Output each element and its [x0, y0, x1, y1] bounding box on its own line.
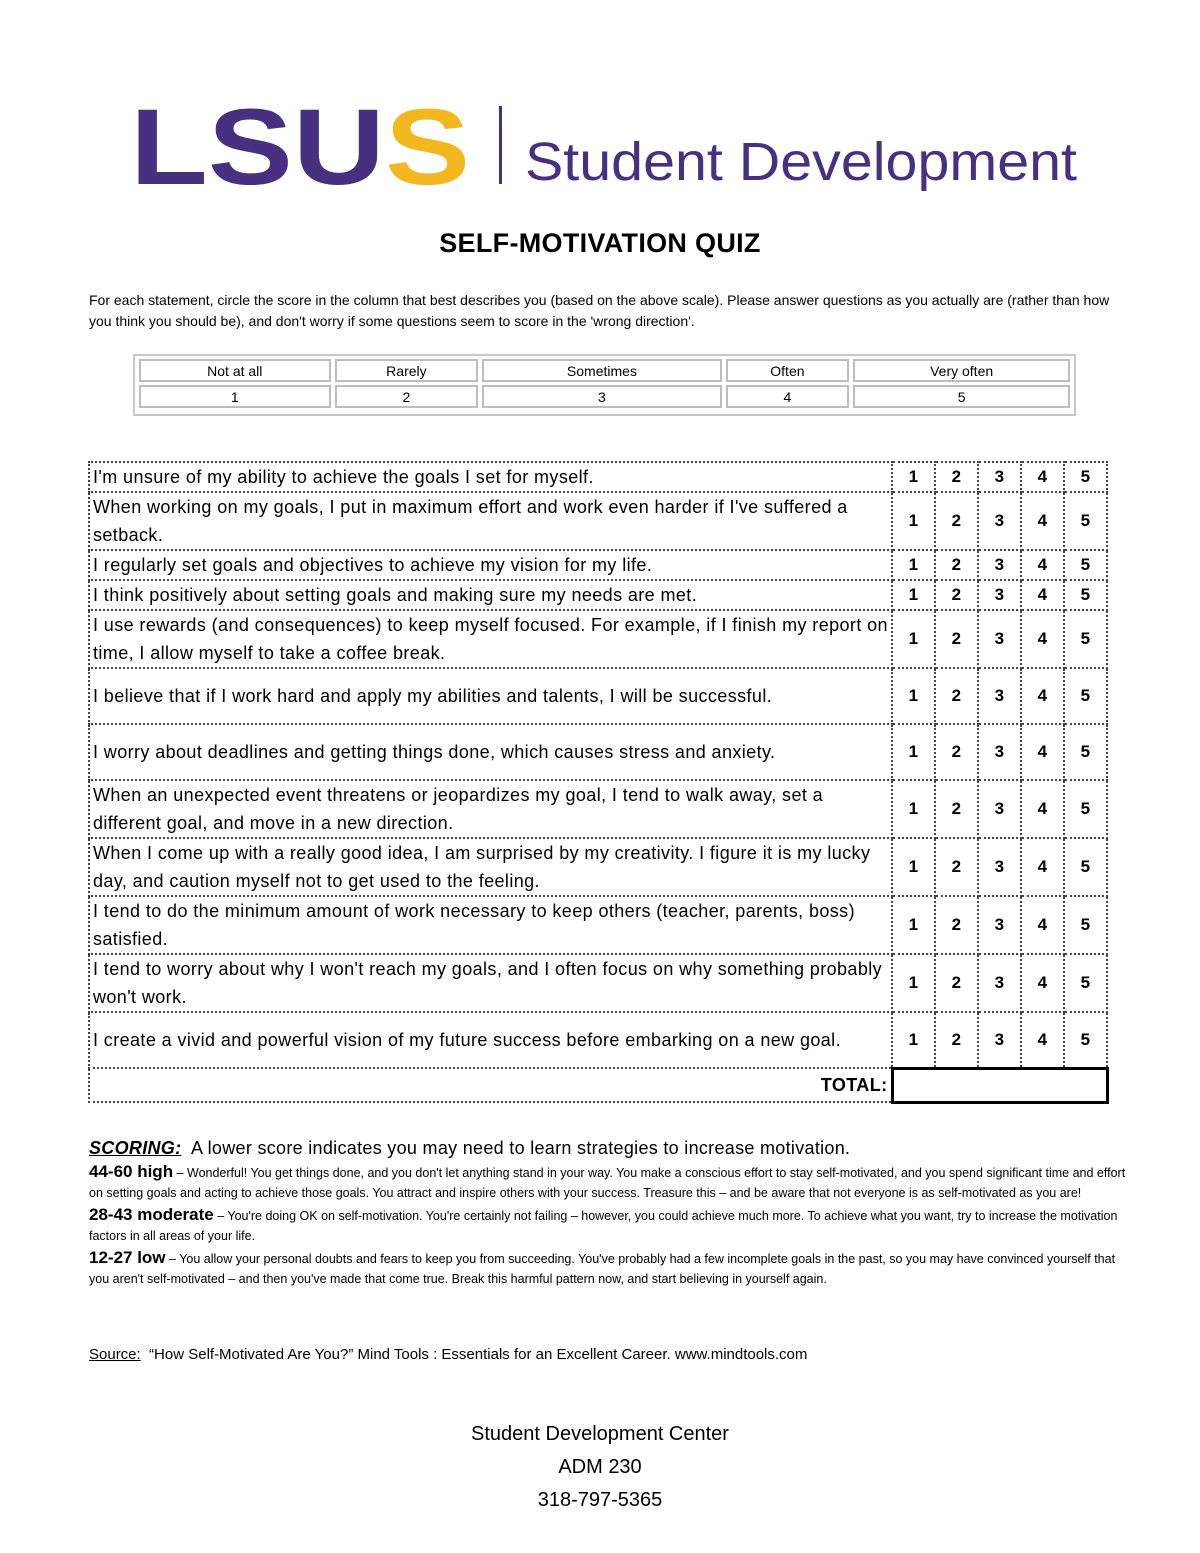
score-option-2[interactable]: 2 — [935, 724, 978, 780]
quiz-row — [89, 780, 1107, 838]
quiz-statement: I use rewards (and consequences) to keep myself focused. For example, if I finish my report on time, I allow myself to take a coffee break. — [89, 610, 892, 668]
score-option-1[interactable]: 1 — [892, 954, 935, 1012]
scale-label: Not at all — [139, 359, 331, 382]
score-option-1[interactable]: 1 — [892, 838, 935, 896]
score-option-4[interactable]: 4 — [1021, 954, 1064, 1012]
scale-value: 5 — [853, 385, 1070, 408]
total-row — [89, 1068, 1107, 1102]
score-option-2[interactable]: 2 — [935, 580, 978, 610]
rating-scale-table — [135, 356, 1074, 411]
instructions: For each statement, circle the score in the column that best describes you (based on the above scale). Please answer questions as you actually are (rather than how you think you should be), and don't worry if some questions seem to score in the 'wrong direction'. — [89, 292, 1110, 329]
footer-phone: 318-797-5365 — [537, 1489, 663, 1511]
score-option-3[interactable]: 3 — [978, 1012, 1021, 1068]
scoring-section — [89, 1138, 1129, 1291]
score-option-2[interactable]: 2 — [935, 668, 978, 724]
quiz-statement: I believe that if I work hard and apply my abilities and talents, I will be successful. — [89, 668, 892, 724]
score-option-1[interactable]: 1 — [892, 492, 935, 550]
quiz-statement: When an unexpected event threatens or jeopardizes my goal, I tend to walk away, set a different goal, and move in a new direction. — [89, 780, 892, 838]
rating-scale — [133, 354, 1076, 416]
score-option-4[interactable]: 4 — [1021, 580, 1064, 610]
score-option-1[interactable]: 1 — [892, 610, 935, 668]
scoring-level-high: 44-60 high – Wonderful! You get things done, and you don't let anything stand in your way. You make a conscious effort to stay self-motivated, and you spend significant time and effort on setting goals and acting to achieve those goals. You attract and inspire others with your success. Treasure this – and be aware that not everyone is as self-motivated as you are! — [89, 1162, 1126, 1200]
quiz-statement: I tend to worry about why I won't reach my goals, and I often focus on why something probably won't work. — [89, 954, 892, 1012]
score-option-4[interactable]: 4 — [1021, 492, 1064, 550]
quiz-statement: I regularly set goals and objectives to achieve my vision for my life. — [89, 550, 892, 580]
score-option-3[interactable]: 3 — [978, 668, 1021, 724]
scoring-heading — [89, 1138, 1129, 1159]
unit-name: Student Development — [525, 132, 1077, 192]
total-label: TOTAL: — [89, 1068, 892, 1102]
score-option-2[interactable]: 2 — [935, 610, 978, 668]
scale-value: 1 — [139, 385, 331, 408]
score-option-1[interactable]: 1 — [892, 580, 935, 610]
score-option-5[interactable]: 5 — [1064, 610, 1107, 668]
source-label: Source: — [89, 1346, 141, 1363]
scale-label: Very often — [853, 359, 1070, 382]
score-option-4[interactable]: 4 — [1021, 896, 1064, 954]
score-option-2[interactable]: 2 — [935, 954, 978, 1012]
footer-center-name: Student Development Center — [471, 1423, 729, 1445]
score-option-3[interactable]: 3 — [978, 954, 1021, 1012]
source-citation — [89, 1346, 807, 1363]
quiz-row — [89, 610, 1107, 668]
quiz-statement: I'm unsure of my ability to achieve the goals I set for myself. — [89, 462, 892, 492]
footer-room: ADM 230 — [558, 1456, 642, 1478]
score-option-5[interactable]: 5 — [1064, 896, 1107, 954]
quiz-statement: I worry about deadlines and getting things done, which causes stress and anxiety. — [89, 724, 892, 780]
quiz-row — [89, 954, 1107, 1012]
score-option-5[interactable]: 5 — [1064, 1012, 1107, 1068]
scale-value: 4 — [726, 385, 850, 408]
score-option-4[interactable]: 4 — [1021, 462, 1064, 492]
lsus-logo — [130, 100, 1090, 200]
quiz-row — [89, 492, 1107, 550]
score-option-2[interactable]: 2 — [935, 550, 978, 580]
quiz-statement: When I come up with a really good idea, I am surprised by my creativity. I figure it is my lucky day, and caution myself not to get used to the feeling. — [89, 838, 892, 896]
scoring-label: SCORING: — [89, 1138, 182, 1158]
scoring-level-moderate: 28-43 moderate – You're doing OK on self-motivation. You're certainly not failing – however, you could achieve much more. To achieve what you want, try to increase the motivation factors in all areas of your life. — [89, 1205, 1118, 1243]
score-option-5[interactable]: 5 — [1064, 838, 1107, 896]
source-text: “How Self-Motivated Are You?” Mind Tools : Essentials for an Excellent Career. www.mindtools.com — [149, 1346, 808, 1363]
score-option-4[interactable]: 4 — [1021, 550, 1064, 580]
score-option-2[interactable]: 2 — [935, 1012, 978, 1068]
score-option-5[interactable]: 5 — [1064, 580, 1107, 610]
page-title: SELF-MOTIVATION QUIZ — [439, 228, 761, 258]
scale-label: Sometimes — [482, 359, 721, 382]
score-option-3[interactable]: 3 — [978, 492, 1021, 550]
scale-value: 2 — [335, 385, 479, 408]
score-description: You allow your personal doubts and fears to keep you from succeeding. You've probably had a few incomplete goals in the past, so you may have convinced yourself that you aren't self-motivated – and then you've made that come true. Break this harmful pattern now, and start believing in yourself again. — [89, 1252, 1116, 1286]
score-option-1[interactable]: 1 — [892, 550, 935, 580]
score-range: 12-27 low — [89, 1248, 166, 1267]
score-option-1[interactable]: 1 — [892, 1012, 935, 1068]
quiz-statement: I think positively about setting goals and making sure my needs are met. — [89, 580, 892, 610]
scoring-intro: A lower score indicates you may need to learn strategies to increase motivation. — [191, 1138, 851, 1158]
score-option-5[interactable]: 5 — [1064, 954, 1107, 1012]
score-option-1[interactable]: 1 — [892, 724, 935, 780]
score-option-3[interactable]: 3 — [978, 550, 1021, 580]
score-range: 28-43 moderate — [89, 1205, 214, 1224]
score-option-3[interactable]: 3 — [978, 462, 1021, 492]
score-option-3[interactable]: 3 — [978, 580, 1021, 610]
logo-wordmark: LSU S — [130, 100, 458, 200]
quiz-row — [89, 838, 1107, 896]
score-option-2[interactable]: 2 — [935, 492, 978, 550]
rating-scale-values — [139, 385, 1070, 408]
score-option-1[interactable]: 1 — [892, 668, 935, 724]
footer-contact — [0, 1418, 1200, 1517]
score-option-4[interactable]: 4 — [1021, 1012, 1064, 1068]
score-option-4[interactable]: 4 — [1021, 724, 1064, 780]
score-option-5[interactable]: 5 — [1064, 550, 1107, 580]
score-option-5[interactable]: 5 — [1064, 462, 1107, 492]
score-option-2[interactable]: 2 — [935, 896, 978, 954]
total-input-box[interactable] — [892, 1068, 1107, 1102]
quiz-row — [89, 1012, 1107, 1068]
scoring-level-low: 12-27 low – You allow your personal doubts and fears to keep you from succeeding. You've probably had a few incomplete goals in the past, so you may have convinced yourself that you aren't self-motivated – and then you've made that come true. Break this harmful pattern now, and start believing in yourself again. — [89, 1248, 1116, 1286]
score-option-5[interactable]: 5 — [1064, 668, 1107, 724]
scale-value: 3 — [482, 385, 721, 408]
logo-divider — [499, 106, 502, 184]
quiz-statement: When working on my goals, I put in maximum effort and work even harder if I've suffered a setback. — [89, 492, 892, 550]
score-option-4[interactable]: 4 — [1021, 610, 1064, 668]
score-option-3[interactable]: 3 — [978, 838, 1021, 896]
rating-scale-labels — [139, 359, 1070, 382]
quiz-table — [88, 461, 1109, 1104]
score-option-3[interactable]: 3 — [978, 610, 1021, 668]
quiz-row — [89, 896, 1107, 954]
lsus-logo-graphic — [130, 100, 1090, 200]
score-option-2[interactable]: 2 — [935, 780, 978, 838]
quiz-statement: I create a vivid and powerful vision of my future success before embarking on a new goal. — [89, 1012, 892, 1068]
quiz-statement: I tend to do the minimum amount of work necessary to keep others (teacher, parents, boss) satisfied. — [89, 896, 892, 954]
scale-label: Often — [726, 359, 850, 382]
scale-label: Rarely — [335, 359, 479, 382]
score-option-3[interactable]: 3 — [978, 896, 1021, 954]
score-option-1[interactable]: 1 — [892, 896, 935, 954]
score-option-3[interactable]: 3 — [978, 780, 1021, 838]
quiz-row — [89, 724, 1107, 780]
score-range: 44-60 high — [89, 1162, 174, 1181]
score-option-4[interactable]: 4 — [1021, 838, 1064, 896]
score-option-2[interactable]: 2 — [935, 838, 978, 896]
quiz-row — [89, 580, 1107, 610]
score-option-1[interactable]: 1 — [892, 780, 935, 838]
score-description: You're doing OK on self-motivation. You're certainly not failing – however, you could achieve much more. To achieve what you want, try to increase the motivation factors in all areas of your life. — [89, 1209, 1118, 1243]
score-option-5[interactable]: 5 — [1064, 780, 1107, 838]
score-option-5[interactable]: 5 — [1064, 724, 1107, 780]
score-option-4[interactable]: 4 — [1021, 780, 1064, 838]
quiz-row — [89, 462, 1107, 492]
quiz-row — [89, 668, 1107, 724]
score-option-3[interactable]: 3 — [978, 724, 1021, 780]
score-option-2[interactable]: 2 — [935, 462, 978, 492]
quiz-row — [89, 550, 1107, 580]
score-option-5[interactable]: 5 — [1064, 492, 1107, 550]
score-option-4[interactable]: 4 — [1021, 668, 1064, 724]
score-option-1[interactable]: 1 — [892, 462, 935, 492]
score-description: Wonderful! You get things done, and you don't let anything stand in your way. You make a conscious effort to stay self-motivated, and you spend significant time and effort on setting goals and acting to achieve those goals. You attract and inspire others with your success. Treasure this – and be aware that not everyone is as self-motivated as you are! — [89, 1166, 1126, 1200]
